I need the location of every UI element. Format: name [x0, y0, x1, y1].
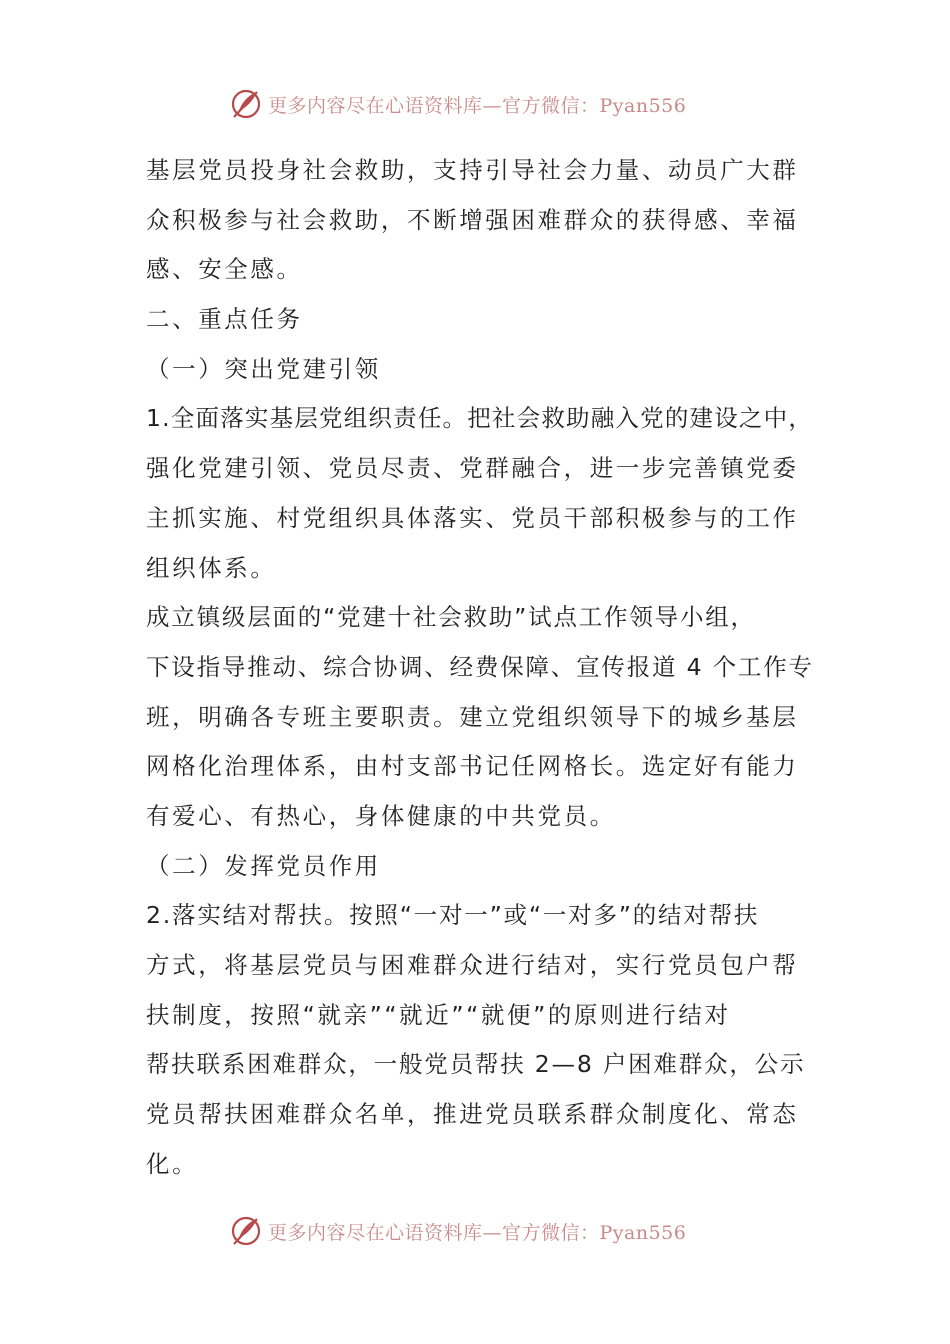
- watermark-text: 更多内容尽在心语资料库—官方微信：Pyan556: [268, 1221, 687, 1244]
- body-line: 有爱心、有热心，身体健康的中共党员。: [146, 801, 616, 830]
- subsection-heading: （一）突出党建引领: [146, 354, 381, 383]
- body-line: 扶制度，按照“就亲”“就近”“就便”的原则进行结对: [146, 1000, 731, 1029]
- body-line: 班，明确各专班主要职责。建立党组织领导下的城乡基层: [146, 702, 799, 731]
- body-line: 方式，将基层党员与困难群众进行结对，实行党员包户帮: [146, 951, 799, 979]
- body-line: 强化党建引领、党员尽责、党群融合，进一步完善镇党委: [146, 454, 799, 483]
- body-line: 组织体系。: [146, 553, 277, 582]
- body-line: 众积极参与社会救助，不断增强困难群众的获得感、幸福: [146, 205, 799, 234]
- watermark-text: 更多内容尽在心语资料库—官方微信：Pyan556: [268, 94, 687, 117]
- footer-watermark: [228, 1211, 686, 1251]
- body-line: 化。: [146, 1149, 199, 1178]
- body-line: 下设指导推动、综合协调、经费保障、宣传报道 4 个工作专: [146, 652, 814, 681]
- body-line: 2.落实结对帮扶。按照“一对一”或“一对多”的结对帮扶: [146, 901, 760, 930]
- body-line: 1.全面落实基层党组织责任。把社会救助融入党的建设之中，: [146, 404, 814, 433]
- body-line: 帮扶联系困难群众，一般党员帮扶 2—8 户困难群众，公示: [146, 1050, 806, 1079]
- body-line: 网格化治理体系，由村支部书记任网格长。选定好有能力: [146, 752, 799, 781]
- section-heading: 二、重点任务: [146, 305, 303, 334]
- quill-pen-logo-icon: [228, 1213, 264, 1249]
- document-body: [146, 146, 814, 1189]
- quill-pen-logo-icon: [228, 86, 264, 122]
- body-line: 党员帮扶困难群众名单，推进党员联系群众制度化、常态: [146, 1100, 799, 1129]
- body-line: 成立镇级层面的“党建十社会救助”试点工作领导小组，: [146, 603, 756, 632]
- header-watermark: [228, 84, 686, 124]
- body-line: 基层党员投身社会救助，支持引导社会力量、动员广大群: [146, 156, 799, 184]
- body-line: 主抓实施、村党组织具体落实、党员干部积极参与的工作: [146, 503, 799, 532]
- subsection-heading: （二）发挥党员作用: [146, 851, 381, 880]
- body-line: 感、安全感。: [146, 255, 303, 284]
